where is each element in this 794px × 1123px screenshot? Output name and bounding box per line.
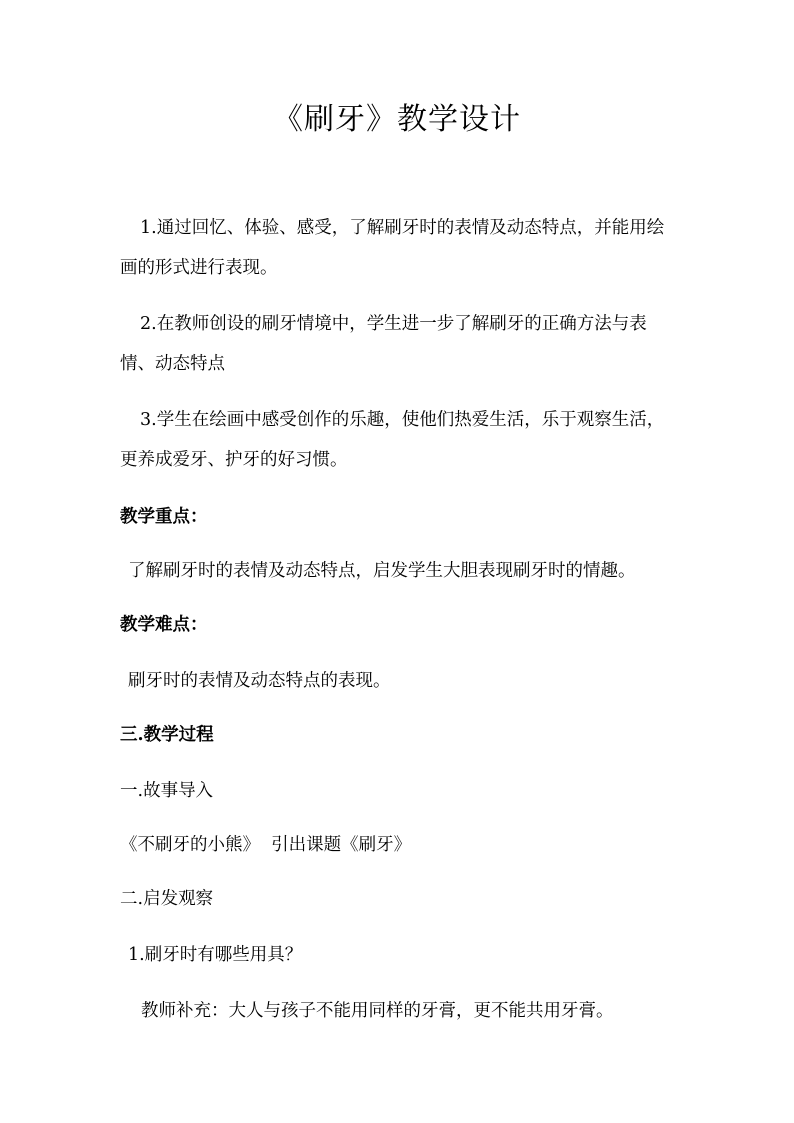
- difficulty-text: 刷牙时的表情及动态特点的表现。: [128, 671, 391, 691]
- key-point-text: 了解刷牙时的表情及动态特点，启发学生大胆表现刷牙时的情趣。: [128, 561, 636, 581]
- page-title: 《刷牙》教学设计: [273, 102, 521, 137]
- objective-1: 1.通过回忆、体验、感受，了解刷牙时的表情及动态特点，并能用绘画的形式进行表现。: [120, 218, 665, 278]
- key-point-heading: 教学重点：: [120, 507, 208, 527]
- step2-heading: 二.启发观察: [120, 889, 214, 909]
- teacher-note: 教师补充：大人与孩子不能用同样的牙膏，更不能共用牙膏。: [141, 1001, 614, 1021]
- process-heading: 三.教学过程: [120, 725, 214, 745]
- step1-heading: 一.故事导入: [120, 781, 214, 801]
- objective-2: 2.在教师创设的刷牙情境中，学生进一步了解刷牙的正确方法与表情、动态特点: [120, 314, 647, 374]
- step2-question-1: 1.刷牙时有哪些用具？: [128, 945, 303, 965]
- objective-3: 3.学生在绘画中感受创作的乐趣，使他们热爱生活，乐于观察生活，更养成爱牙、护牙的好习惯。: [120, 410, 665, 470]
- step1-text: 《不刷牙的小熊》 引出课题《刷牙》: [120, 835, 412, 855]
- difficulty-heading: 教学难点：: [120, 615, 208, 635]
